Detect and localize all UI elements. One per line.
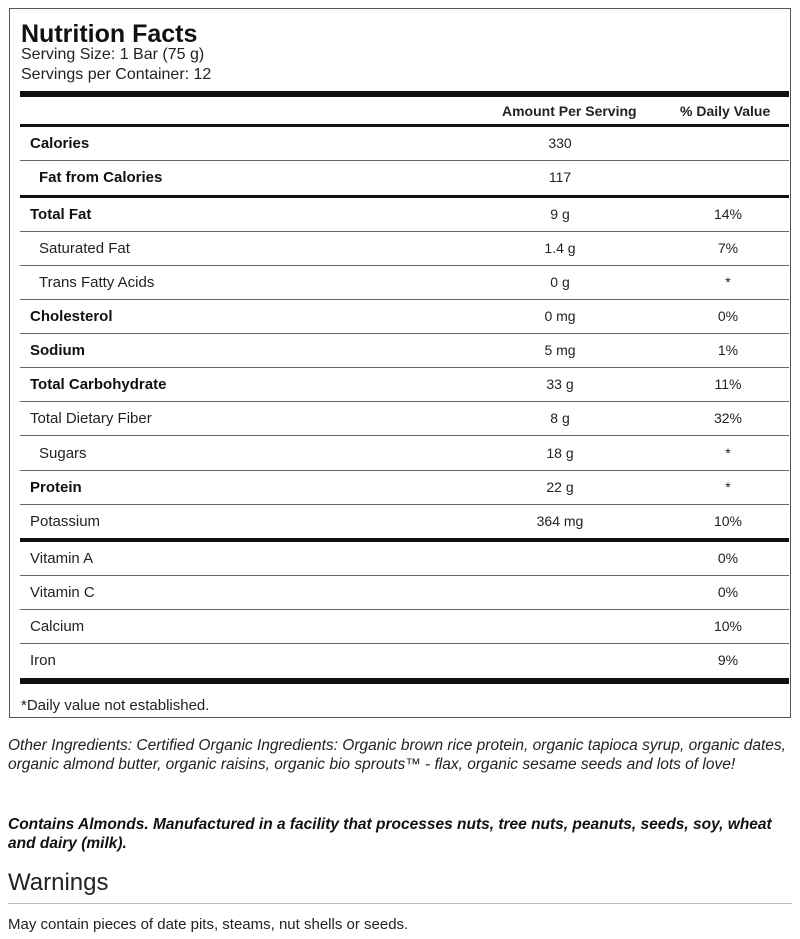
nutrient-amount: 22 g — [546, 479, 574, 495]
nutrient-name: Saturated Fat — [39, 240, 130, 257]
warnings-heading: Warnings — [8, 869, 109, 896]
table-row — [20, 334, 789, 368]
nutrient-daily-value: * — [725, 445, 731, 461]
table-row — [20, 471, 789, 505]
nutrient-daily-value: 0% — [717, 308, 739, 324]
servings-per-container: Servings per Container: 12 — [21, 66, 212, 83]
warnings-divider — [8, 903, 792, 904]
nutrient-name: Iron — [30, 652, 56, 669]
table-row — [20, 542, 789, 576]
table-row — [20, 610, 789, 644]
warnings-text: May contain pieces of date pits, steams, nut shells or seeds. — [8, 916, 409, 933]
nutrient-daily-value: 0% — [717, 550, 739, 566]
table-row — [20, 368, 789, 402]
nutrient-daily-value: 7% — [717, 240, 739, 256]
nutrient-daily-value: 11% — [714, 376, 742, 392]
header-amount-per-serving: Amount Per Serving — [502, 103, 637, 119]
nutrient-amount: 9 g — [550, 206, 570, 222]
nutrient-name: Cholesterol — [30, 308, 113, 325]
nutrient-amount: 364 mg — [536, 513, 584, 529]
footnote: *Daily value not established. — [21, 697, 210, 714]
nutrient-name: Potassium — [30, 513, 101, 530]
nutrient-name: Calories — [30, 135, 90, 152]
nutrient-name: Fat from Calories — [39, 169, 163, 186]
nutrient-name: Total Carbohydrate — [30, 376, 167, 393]
table-row — [20, 505, 789, 539]
nutrient-name: Vitamin A — [30, 550, 94, 567]
table-row — [20, 576, 789, 610]
table-row — [20, 437, 789, 471]
nutrient-amount: 0 mg — [544, 308, 576, 324]
nutrient-daily-value: 9% — [717, 652, 739, 668]
table-row — [20, 266, 789, 300]
table-row — [20, 198, 789, 232]
header-daily-value: % Daily Value — [680, 103, 771, 119]
nutrient-daily-value: * — [725, 479, 731, 495]
nutrient-name: Sodium — [30, 342, 85, 359]
nutrient-daily-value: 10% — [713, 618, 743, 634]
nutrient-amount: 5 mg — [544, 342, 576, 358]
nutrition-title: Nutrition Facts — [21, 20, 198, 48]
nutrient-amount: 8 g — [550, 410, 570, 426]
other-ingredients: Other Ingredients: Certified Organic Ingredients: Organic brown rice protein, organic tapioca syrup, organic dates, organic almond butter, organic raisins, organic bio sprouts™ - flax, organic sesame seeds and lots of love! — [8, 737, 786, 773]
nutrient-amount: 330 — [548, 135, 572, 151]
nutrient-amount: 0 g — [550, 274, 570, 290]
table-row — [20, 127, 789, 161]
nutrient-daily-value: 0% — [717, 584, 739, 600]
table-row — [20, 161, 789, 195]
table-row — [20, 402, 789, 436]
thick-rule-top — [20, 91, 789, 97]
nutrient-name: Trans Fatty Acids — [39, 274, 155, 291]
nutrient-name: Total Fat — [30, 206, 92, 223]
table-row — [20, 644, 789, 678]
nutrient-amount: 117 — [548, 169, 572, 185]
nutrient-name: Sugars — [39, 445, 87, 462]
nutrient-name: Total Dietary Fiber — [30, 410, 152, 427]
nutrient-name: Protein — [30, 479, 82, 496]
allergen-statement: Contains Almonds. Manufactured in a facility that processes nuts, tree nuts, peanuts, seeds, soy, wheat and dairy (milk). — [8, 816, 772, 852]
nutrient-name: Vitamin C — [30, 584, 95, 601]
nutrient-daily-value: 10% — [713, 513, 743, 529]
section-rule — [20, 678, 789, 684]
table-row — [20, 232, 789, 266]
nutrient-name: Calcium — [30, 618, 85, 635]
nutrient-daily-value: * — [725, 274, 731, 290]
nutrient-daily-value: 32% — [713, 410, 743, 426]
nutrient-amount: 1.4 g — [544, 240, 576, 256]
table-row — [20, 300, 789, 334]
nutrient-daily-value: 14% — [713, 206, 743, 222]
nutrition-facts-panel — [9, 8, 791, 718]
nutrient-amount: 18 g — [546, 445, 574, 461]
nutrient-daily-value: 1% — [717, 342, 739, 358]
serving-size: Serving Size: 1 Bar (75 g) — [21, 46, 205, 63]
nutrient-amount: 33 g — [546, 376, 574, 392]
